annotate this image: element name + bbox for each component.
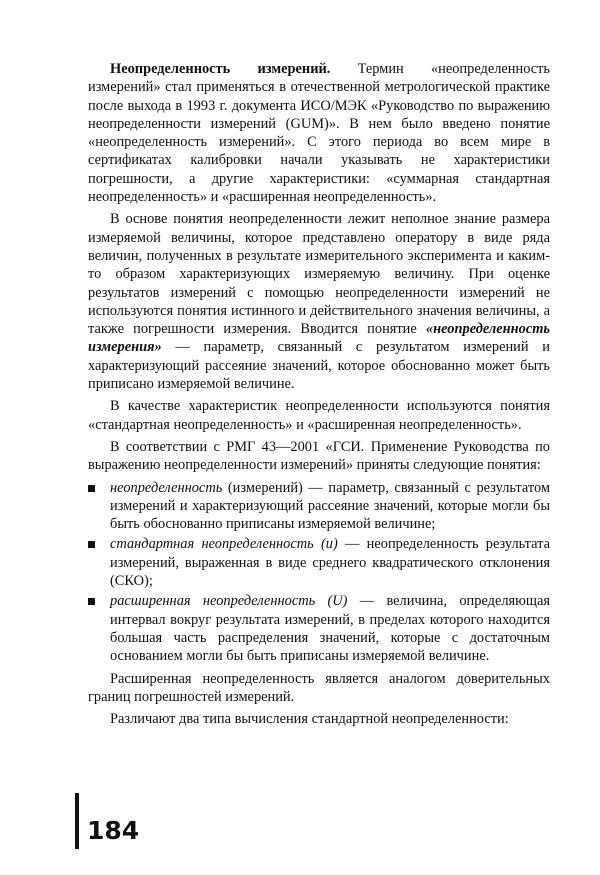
list-item-term: неопределенность bbox=[110, 479, 223, 496]
bullet-icon bbox=[88, 598, 95, 605]
list-item-term: стандартная неопределенность (u) bbox=[110, 536, 338, 553]
bullet-icon bbox=[88, 485, 95, 492]
list-item bbox=[88, 479, 550, 534]
paragraph-2-text-after: — параметр, связанный с результатом измерений и характеризующий рассеяние значений, которое обоснованно может быть приписано измеряемой величине. bbox=[88, 339, 550, 393]
paragraph-2 bbox=[88, 210, 550, 393]
bullet-icon bbox=[88, 541, 95, 548]
list-item-text: — неопределенность результата измерений, выраженная в виде среднего квадратического отклонения (СКО); bbox=[110, 536, 551, 590]
term-heading: Неопределенность измерений. bbox=[110, 61, 331, 77]
paragraph-3: В качестве характеристик неопределенности используются понятия «стандартная неопределенность» и «расширенная неопределенность». bbox=[88, 398, 550, 433]
paragraph-1 bbox=[88, 60, 550, 206]
paragraph-1-text: Термин «неопределенность измерений» стал применяться в отечественной метрологической практике после выхода в 1993 г. документа ИСО/МЭК «Руководство по выражению неопределенности измерений (GUM)». В нем было введено понятие «неопределенность измерений». С этого периода во всем мире в сертификатах калибровки начали указывать не характеристики погрешности, а другие характеристики: «суммарная стандартная неопределенность» и «расширенная неопределенность». bbox=[88, 61, 550, 206]
list-item-text: — величина, определяющая интервал вокруг результата измерений, в пределах которого находится большая часть распределения значений, которые с достаточным основанием могли бы быть приписаны измеряемой величине. bbox=[110, 593, 550, 665]
definitions-list bbox=[88, 479, 550, 666]
page-number: 184 bbox=[87, 816, 140, 845]
list-item-text: (измерений) — параметр, связанный с результатом измерений и характеризующий рассеяние значений, которые могли бы быть обоснованно приписаны измеряемой величине; bbox=[110, 479, 550, 533]
footer-rule bbox=[75, 793, 79, 849]
list-item-term: расширенная неопределенность (U) bbox=[110, 593, 348, 610]
paragraph-2-term: «неопределенность измерения» bbox=[88, 321, 550, 356]
paragraph-5: Расширенная неопределенность является аналогом доверительных границ погрешностей измерений. bbox=[88, 670, 550, 705]
paragraph-4: В соответствии с РМГ 43—2001 «ГСИ. Применение Руководства по выражению неопределенности измерений» приняты следующие понятия: bbox=[88, 438, 550, 474]
page-body bbox=[88, 60, 550, 732]
paragraph-2-text-before: В основе понятия неопределенности лежит неполное знание размера измеряемой величины, которое представлено оператору в виде ряда величин, полученных в результате измерительного эксперимента и каким-то образом характеризующих измеряемую величину. При оценке результатов измерений с помощью неопределенности измерений не используются понятия истинного и действительного значения величины, а также погрешности измерения. Вводится понятие bbox=[88, 211, 550, 338]
list-item bbox=[88, 535, 550, 590]
paragraph-6: Различают два типа вычисления стандартной неопределенности: bbox=[110, 711, 509, 728]
list-item bbox=[88, 592, 550, 665]
